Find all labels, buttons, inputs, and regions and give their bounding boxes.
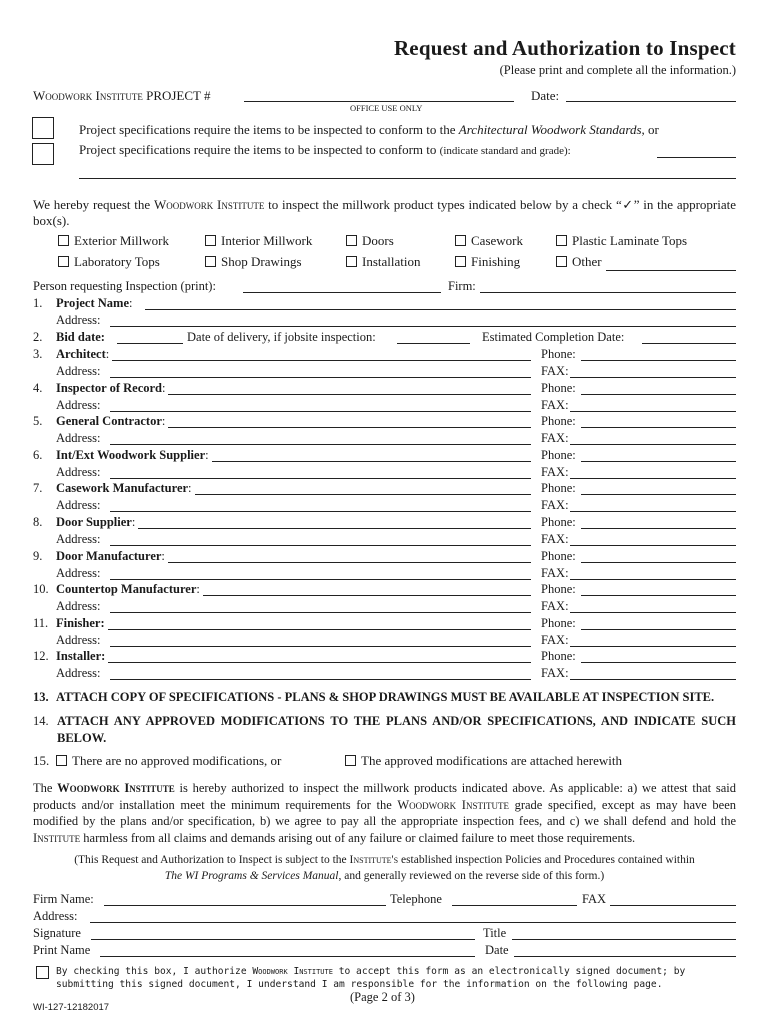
spec-line-2: Project specifications require the items to be inspected to conform to (indicate standard and grade): bbox=[79, 142, 571, 157]
phone-label: Phone: bbox=[541, 549, 576, 563]
party-name-field[interactable] bbox=[108, 629, 531, 630]
party-number: 4. bbox=[33, 381, 43, 395]
product-interior-millwork[interactable]: Interior Millwork bbox=[205, 233, 312, 249]
checkbox-icon[interactable] bbox=[205, 256, 216, 267]
checkbox-icon[interactable] bbox=[56, 755, 67, 766]
party-number: 5. bbox=[33, 414, 43, 428]
signoff-date-label: Date bbox=[485, 943, 509, 957]
modifications-attached-option[interactable]: The approved modifications are attached herewith bbox=[345, 753, 622, 769]
phone-field[interactable] bbox=[581, 595, 736, 596]
party-number: 8. bbox=[33, 515, 43, 529]
party-label: Countertop Manufacturer: bbox=[56, 582, 200, 596]
party-address-field[interactable] bbox=[110, 478, 531, 479]
product-shop-drawings[interactable]: Shop Drawings bbox=[205, 254, 302, 270]
signoff-telephone-label: Telephone bbox=[390, 892, 442, 906]
project-name-row: 1. Project Name: bbox=[33, 296, 133, 310]
fax-label: FAX: bbox=[541, 364, 569, 378]
party-name-field[interactable] bbox=[203, 595, 531, 596]
authorization-paragraph: The Woodwork Institute is hereby authorized to inspect the millwork products indicated above. As applicable: a) we attest that said products and/or installation meet the minimum requirements for the Woodwork Institute grade specified, except as may have been modified by the plans and/or specification, b) we agree to pay all the appropriate inspection fees, and c) we shall defend and hold the Institute harmless from all claims and demands arising out of any failure or claimed failure to meet those requirements. bbox=[33, 781, 737, 845]
phone-label: Phone: bbox=[541, 649, 576, 663]
signoff-signature-field[interactable] bbox=[91, 939, 475, 940]
party-number: 6. bbox=[33, 448, 43, 462]
page-title: Request and Authorization to Inspect bbox=[393, 36, 736, 60]
project-name-field[interactable] bbox=[145, 309, 736, 310]
signoff-address-field[interactable] bbox=[90, 922, 736, 923]
party-number: 7. bbox=[33, 481, 43, 495]
party-label: Int/Ext Woodwork Supplier: bbox=[56, 448, 209, 462]
page-subtitle: (Please print and complete all the information.) bbox=[499, 63, 736, 77]
firm-label: Firm: bbox=[448, 279, 476, 293]
page-number: (Page 2 of 3) bbox=[350, 990, 415, 1004]
fax-field[interactable] bbox=[570, 411, 736, 412]
fax-label: FAX: bbox=[541, 498, 569, 512]
attach-modifications-row: 14. ATTACH ANY APPROVED MODIFICATIONS TO THE PLANS AND/OR SPECIFICATIONS, AND INDICATE SUCH BELOW. bbox=[33, 714, 736, 745]
phone-field[interactable] bbox=[581, 360, 736, 361]
fax-field[interactable] bbox=[570, 612, 736, 613]
signoff-title-field[interactable] bbox=[512, 939, 736, 940]
signoff-fax-field[interactable] bbox=[610, 905, 736, 906]
fax-field[interactable] bbox=[570, 545, 736, 546]
party-name-field[interactable] bbox=[108, 662, 531, 663]
policy-note: (This Request and Authorization to Inspect is subject to the Institute's established inspection Policies and Procedures contained within The WI Programs & Services Manual, and generally reviewed on the reverse side of this form.) bbox=[74, 854, 695, 882]
phone-label: Phone: bbox=[541, 381, 576, 395]
fax-label: FAX: bbox=[541, 566, 569, 580]
project-label: Woodwork Institute PROJECT # bbox=[33, 88, 211, 103]
party-label: Architect: bbox=[56, 347, 110, 361]
address-label: Address: bbox=[56, 431, 101, 445]
product-doors[interactable]: Doors bbox=[346, 233, 394, 249]
signoff-fax-label: FAX bbox=[582, 892, 607, 906]
address-label: Address: bbox=[56, 666, 101, 680]
address-label: Address: bbox=[56, 633, 101, 647]
party-number: 10. bbox=[33, 582, 49, 596]
project-address-field[interactable] bbox=[110, 326, 736, 327]
checkbox-icon[interactable] bbox=[556, 256, 567, 267]
phone-field[interactable] bbox=[581, 461, 736, 462]
product-exterior-millwork[interactable]: Exterior Millwork bbox=[58, 233, 169, 249]
spec-aws-checkbox[interactable] bbox=[32, 117, 54, 139]
phone-label: Phone: bbox=[541, 347, 576, 361]
checkbox-icon[interactable] bbox=[345, 755, 356, 766]
phone-label: Phone: bbox=[541, 414, 576, 428]
signoff-telephone-field[interactable] bbox=[452, 905, 577, 906]
party-label: Door Manufacturer: bbox=[56, 549, 165, 563]
checkbox-icon[interactable] bbox=[556, 235, 567, 246]
signoff-firm-field[interactable] bbox=[104, 905, 386, 906]
checkbox-icon[interactable] bbox=[455, 235, 466, 246]
request-paragraph: We hereby request the Woodwork Institute to inspect the millwork product types indicated below by a check “✓” in the appropriate box(s). bbox=[33, 197, 737, 228]
party-address-field[interactable] bbox=[110, 444, 531, 445]
checkbox-icon[interactable] bbox=[346, 256, 357, 267]
product-other-field[interactable] bbox=[606, 270, 736, 271]
fax-label: FAX: bbox=[541, 431, 569, 445]
fax-field[interactable] bbox=[570, 679, 736, 680]
spec-line-1: Project specifications require the items to be inspected to conform to the Architectural Woodwork Standards, or bbox=[79, 122, 659, 137]
fax-label: FAX: bbox=[541, 599, 569, 613]
product-plastic-laminate-tops[interactable]: Plastic Laminate Tops bbox=[556, 233, 687, 249]
checkbox-icon[interactable] bbox=[58, 256, 69, 267]
bid-date-field[interactable] bbox=[117, 343, 183, 344]
party-label: Door Supplier: bbox=[56, 515, 136, 529]
phone-field[interactable] bbox=[581, 427, 736, 428]
party-address-field[interactable] bbox=[110, 377, 531, 378]
fax-label: FAX: bbox=[541, 398, 569, 412]
party-number: 9. bbox=[33, 549, 43, 563]
signoff-print-name-label: Print Name bbox=[33, 943, 91, 957]
delivery-date-field[interactable] bbox=[397, 343, 470, 344]
checkbox-icon[interactable] bbox=[205, 235, 216, 246]
fax-label: FAX: bbox=[541, 633, 569, 647]
party-number: 11. bbox=[33, 616, 49, 630]
signoff-title-label: Title bbox=[483, 926, 507, 940]
esign-checkbox[interactable] bbox=[36, 966, 49, 979]
firm-field[interactable] bbox=[480, 292, 736, 293]
party-label: Casework Manufacturer: bbox=[56, 481, 192, 495]
address-label: Address: bbox=[56, 599, 101, 613]
fax-label: FAX: bbox=[541, 666, 569, 680]
party-label: General Contractor: bbox=[56, 414, 166, 428]
project-number-field[interactable] bbox=[244, 101, 514, 102]
address-label: Address: bbox=[56, 465, 101, 479]
signoff-print-name-field[interactable] bbox=[100, 956, 475, 957]
phone-field[interactable] bbox=[581, 394, 736, 395]
phone-label: Phone: bbox=[541, 582, 576, 596]
party-address-field[interactable] bbox=[110, 411, 531, 412]
fax-field[interactable] bbox=[570, 511, 736, 512]
phone-field[interactable] bbox=[581, 562, 736, 563]
esign-text: By checking this box, I authorize Woodwork Institute to accept this form as an electronically signed document; by submitting this signed document, I understand I am responsible for the information on the following page. bbox=[56, 966, 686, 990]
spec-standard-field[interactable] bbox=[657, 157, 736, 158]
party-name-field[interactable] bbox=[168, 427, 531, 428]
party-address-field[interactable] bbox=[110, 579, 531, 580]
phone-label: Phone: bbox=[541, 515, 576, 529]
person-label: Person requesting Inspection (print): bbox=[33, 279, 216, 293]
party-name-field[interactable] bbox=[168, 394, 531, 395]
signoff-date-field[interactable] bbox=[514, 956, 736, 957]
spec-extra-field[interactable] bbox=[79, 178, 736, 179]
address-label: Address: bbox=[56, 498, 101, 512]
phone-field[interactable] bbox=[581, 494, 736, 495]
attach-specs-row: 13. ATTACH COPY OF SPECIFICATIONS - PLANS & SHOP DRAWINGS MUST BE AVAILABLE AT INSPECTION SITE. bbox=[33, 690, 715, 704]
party-address-field[interactable] bbox=[110, 545, 531, 546]
checkbox-icon[interactable] bbox=[346, 235, 357, 246]
date-label: Date: bbox=[531, 88, 560, 103]
party-number: 12. bbox=[33, 649, 49, 663]
date-field[interactable] bbox=[566, 101, 736, 102]
party-label: Finisher: bbox=[56, 616, 105, 630]
party-name-field[interactable] bbox=[168, 562, 531, 563]
fax-field[interactable] bbox=[570, 377, 736, 378]
project-address-row: Address: bbox=[56, 313, 101, 327]
phone-field[interactable] bbox=[581, 629, 736, 630]
phone-field[interactable] bbox=[581, 528, 736, 529]
completion-date-field[interactable] bbox=[642, 343, 736, 344]
form-code: WI-127-12182017 bbox=[33, 1002, 110, 1013]
bid-row: 2. Bid date: Date of delivery, if jobsite inspection: Estimated Completion Date: bbox=[33, 330, 625, 344]
office-use-label: OFFICE USE ONLY bbox=[350, 103, 423, 113]
product-finishing[interactable]: Finishing bbox=[455, 254, 520, 270]
checkbox-icon[interactable] bbox=[58, 235, 69, 246]
modifications-options-row: 15. There are no approved modifications, or The approved modifications are attached herewith bbox=[33, 753, 622, 768]
fax-field[interactable] bbox=[570, 646, 736, 647]
product-casework[interactable]: Casework bbox=[455, 233, 523, 249]
product-other[interactable]: Other bbox=[556, 254, 602, 270]
address-label: Address: bbox=[56, 532, 101, 546]
fax-field[interactable] bbox=[570, 444, 736, 445]
signoff-firm-label: Firm Name: bbox=[33, 892, 94, 906]
address-label: Address: bbox=[56, 364, 101, 378]
fax-field[interactable] bbox=[570, 478, 736, 479]
phone-label: Phone: bbox=[541, 448, 576, 462]
party-label: Inspector of Record: bbox=[56, 381, 166, 395]
product-installation[interactable]: Installation bbox=[346, 254, 421, 270]
party-name-field[interactable] bbox=[138, 528, 531, 529]
fax-label: FAX: bbox=[541, 532, 569, 546]
signoff-signature-label: Signature bbox=[33, 926, 81, 940]
party-name-field[interactable] bbox=[195, 494, 531, 495]
product-laboratory-tops[interactable]: Laboratory Tops bbox=[58, 254, 160, 270]
fax-label: FAX: bbox=[541, 465, 569, 479]
spec-other-checkbox[interactable] bbox=[32, 143, 54, 165]
party-name-field[interactable] bbox=[112, 360, 531, 361]
party-address-field[interactable] bbox=[110, 612, 531, 613]
party-name-field[interactable] bbox=[212, 461, 531, 462]
fax-field[interactable] bbox=[570, 579, 736, 580]
phone-field[interactable] bbox=[581, 662, 736, 663]
signoff-address-label: Address: bbox=[33, 909, 78, 923]
checkbox-icon[interactable] bbox=[455, 256, 466, 267]
phone-label: Phone: bbox=[541, 616, 576, 630]
address-label: Address: bbox=[56, 566, 101, 580]
party-number: 3. bbox=[33, 347, 43, 361]
party-address-field[interactable] bbox=[110, 679, 531, 680]
address-label: Address: bbox=[56, 398, 101, 412]
no-modifications-option[interactable]: There are no approved modifications, or bbox=[56, 753, 281, 769]
party-label: Installer: bbox=[56, 649, 106, 663]
phone-label: Phone: bbox=[541, 481, 576, 495]
party-address-field[interactable] bbox=[110, 646, 531, 647]
party-address-field[interactable] bbox=[110, 511, 531, 512]
person-field[interactable] bbox=[243, 292, 441, 293]
